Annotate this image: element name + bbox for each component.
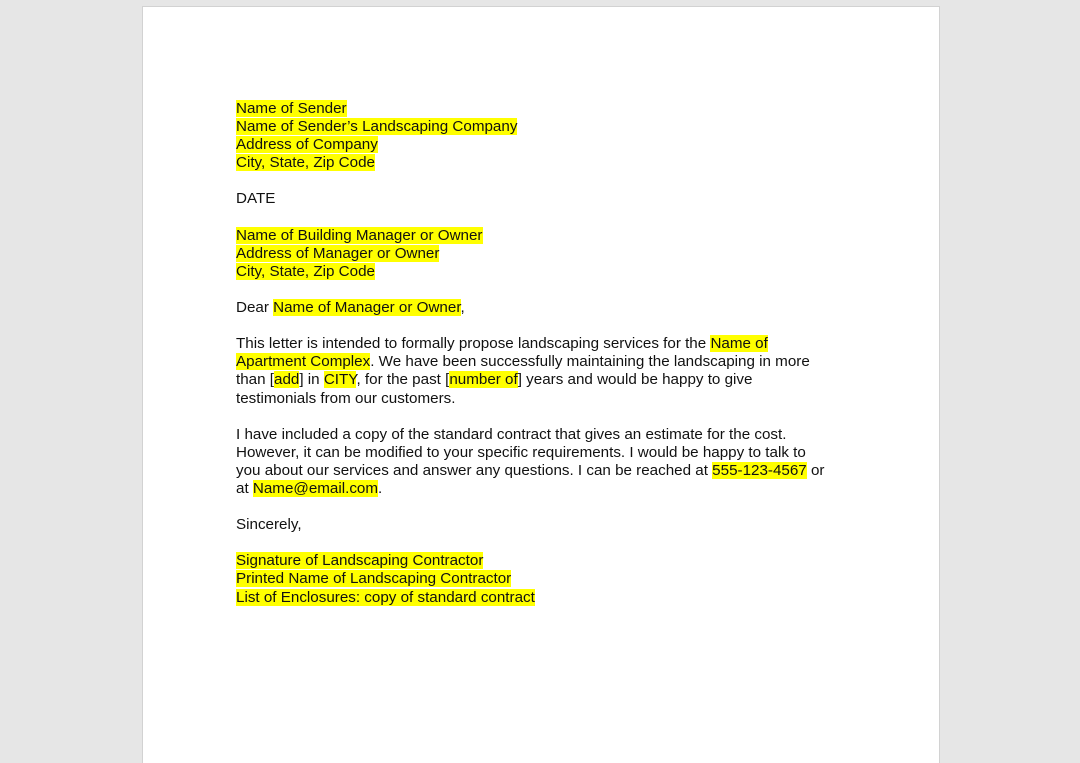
email-address: Name@email.com bbox=[252, 479, 379, 497]
p1-placeholder-complex-2: Apartment Complex bbox=[236, 353, 371, 371]
p2-text: or bbox=[806, 461, 825, 479]
enclosures-line: List of Enclosures: copy of standard contract bbox=[236, 588, 535, 606]
sender-name: Name of Sender bbox=[236, 100, 347, 117]
p2-text: at bbox=[236, 479, 253, 497]
document-page bbox=[142, 6, 940, 763]
recipient-name: Name of Building Manager or Owner bbox=[236, 226, 483, 244]
p1-text: than [ bbox=[236, 371, 274, 389]
printed-name-line: Printed Name of Landscaping Contractor bbox=[236, 570, 512, 588]
paragraph-1 bbox=[236, 335, 856, 407]
p2-text: you about our services and answer any questions. I can be reached at bbox=[236, 461, 713, 479]
p2-text: I have included a copy of the standard contract that gives an estimate for the cost. bbox=[236, 425, 787, 443]
p1-placeholder-add: add bbox=[274, 371, 300, 389]
p2-text: However, it can be modified to your specific requirements. I would be happy to talk to bbox=[236, 443, 806, 461]
recipient-city: City, State, Zip Code bbox=[236, 262, 375, 280]
salutation-prefix: Dear bbox=[236, 299, 274, 317]
signature-block bbox=[236, 552, 856, 606]
closing: Sincerely, bbox=[236, 516, 302, 534]
salutation-name: Name of Manager or Owner bbox=[273, 299, 461, 317]
salutation bbox=[236, 299, 856, 317]
p1-placeholder-number: number of bbox=[449, 371, 518, 389]
signature-line: Signature of Landscaping Contractor bbox=[236, 552, 484, 570]
paragraph-2 bbox=[236, 426, 856, 498]
p1-text: , for the past [ bbox=[356, 371, 450, 389]
p2-text: . bbox=[378, 479, 383, 497]
p1-text: testimonials from our customers. bbox=[236, 389, 456, 407]
date-block bbox=[236, 190, 856, 208]
sender-city: City, State, Zip Code bbox=[236, 154, 375, 172]
p1-text: . We have been successfully maintaining the landscaping in more bbox=[370, 353, 810, 371]
p1-placeholder-complex-1: Name of bbox=[710, 335, 768, 353]
recipient-block bbox=[236, 227, 856, 281]
date-line: DATE bbox=[236, 190, 276, 208]
closing-block bbox=[236, 516, 856, 534]
phone-number: 555-123-4567 bbox=[712, 461, 807, 479]
p1-text: This letter is intended to formally propose landscaping services for the bbox=[236, 335, 711, 353]
p1-text: ] years and would be happy to give bbox=[517, 371, 753, 389]
salutation-suffix: , bbox=[460, 299, 465, 317]
recipient-address: Address of Manager or Owner bbox=[236, 244, 440, 262]
p1-placeholder-city: CITY bbox=[323, 371, 357, 389]
letter-body bbox=[236, 100, 856, 625]
sender-block bbox=[236, 100, 856, 172]
sender-company: Name of Sender’s Landscaping Company bbox=[236, 118, 518, 136]
p1-text: ] in bbox=[299, 371, 324, 389]
sender-address: Address of Company bbox=[236, 136, 378, 154]
